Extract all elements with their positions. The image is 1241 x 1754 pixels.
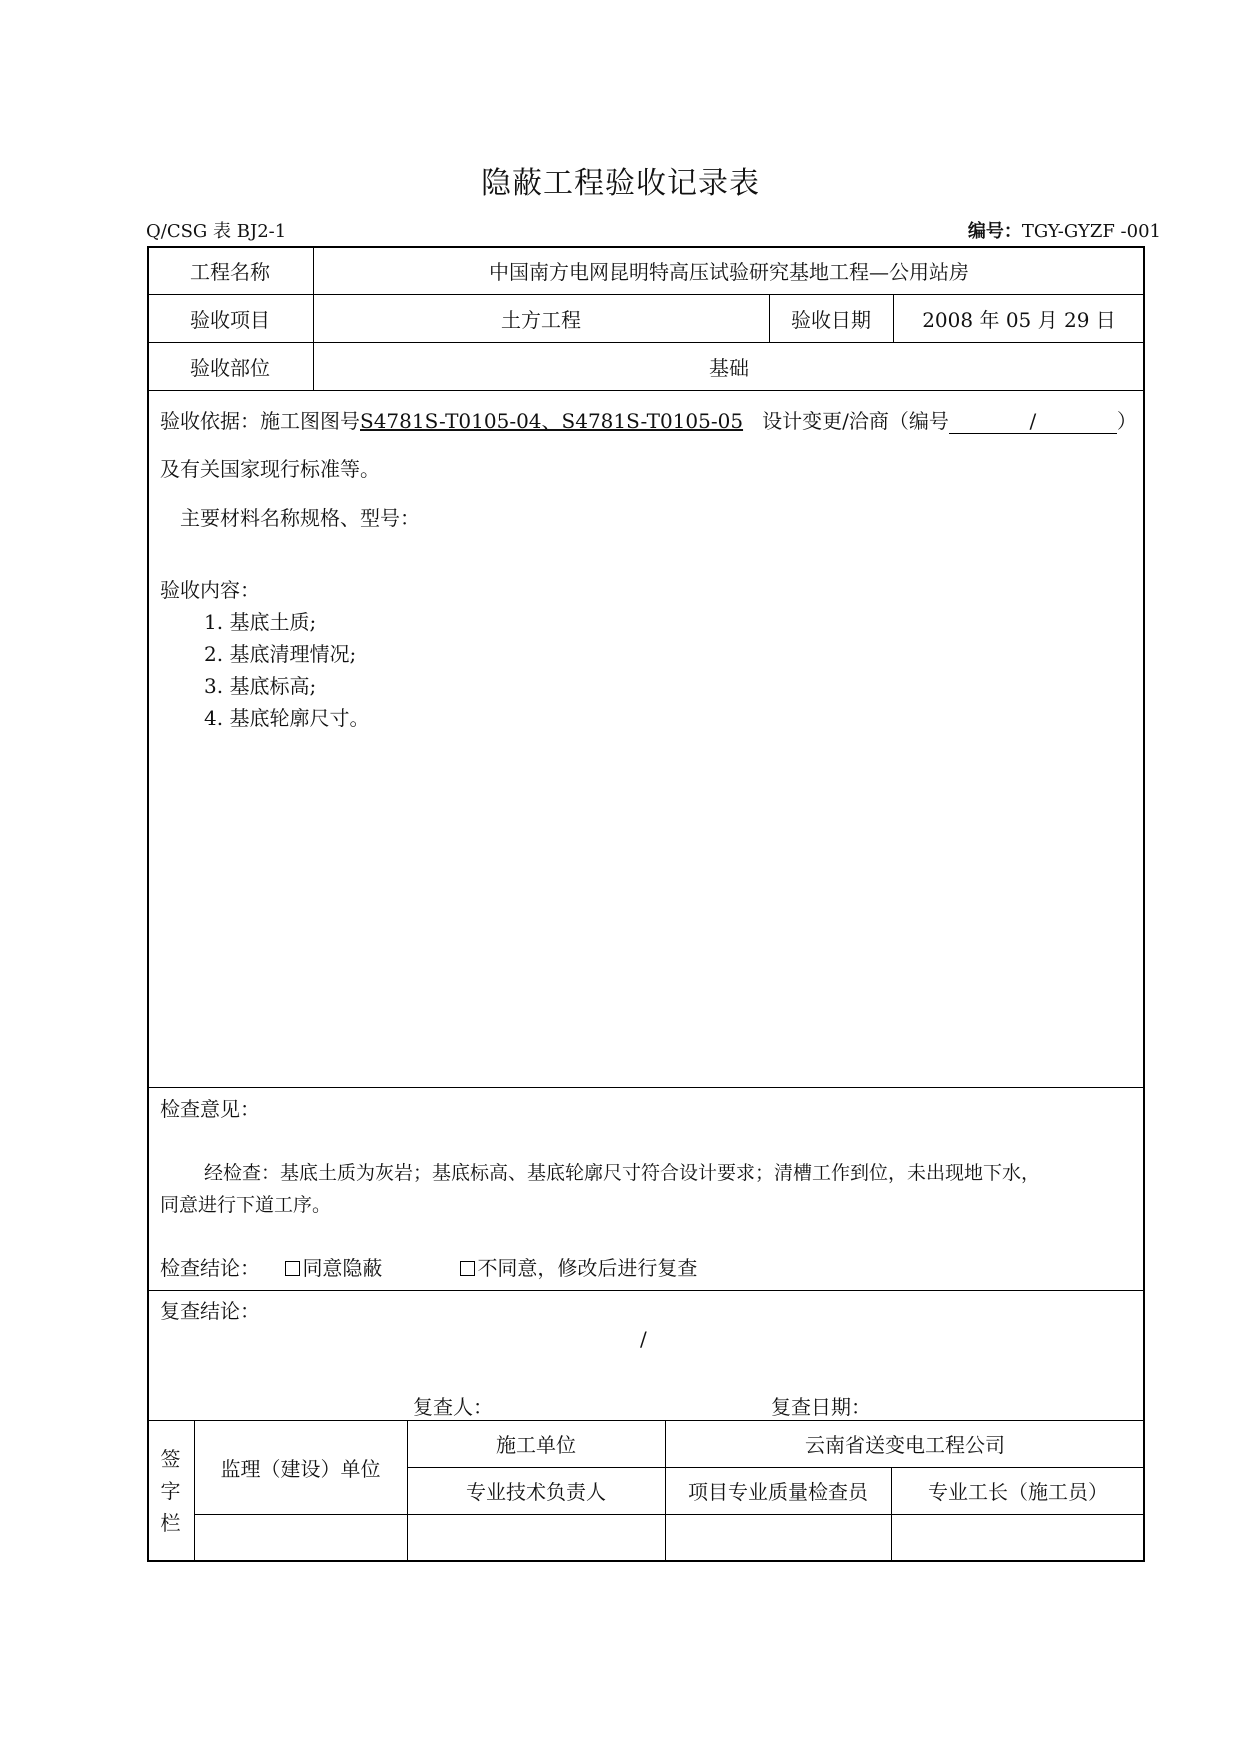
review-label: 复查结论： — [160, 1299, 260, 1323]
number-value: TGY-GYZF -001 — [1021, 221, 1161, 242]
signature-column-label — [147, 1420, 194, 1562]
date-label: 验收日期 — [791, 307, 871, 332]
item-value: 土方工程 — [501, 307, 581, 332]
row-divider — [147, 390, 1145, 391]
signature-char: 签 — [160, 1447, 181, 1471]
inspection-label: 检查意见： — [160, 1097, 260, 1121]
document-number — [968, 217, 1161, 243]
page-title: 隐蔽工程验收记录表 — [481, 166, 760, 201]
tech-lead-label: 专业技术负责人 — [466, 1480, 606, 1504]
review-value: / — [640, 1327, 647, 1351]
foreman-signature-cell[interactable] — [891, 1514, 1145, 1562]
signature-char: 字 — [160, 1479, 181, 1503]
disagree-option: 不同意，修改后进行复查 — [477, 1256, 698, 1280]
reviewer-label: 复查人： — [413, 1395, 493, 1419]
record-table — [147, 246, 1145, 1562]
number-label: 编号： — [967, 221, 1022, 242]
quality-inspector-label: 项目专业质量检查员 — [688, 1480, 868, 1504]
content-item: 4. 基底轮廓尺寸。 — [204, 706, 370, 730]
agree-checkbox[interactable] — [285, 1261, 300, 1276]
signature-char: 栏 — [160, 1511, 181, 1535]
content-item: 1. 基底土质; — [204, 610, 317, 634]
drawing-numbers: S4781S-T0105-04、S4781S-T0105-05 — [360, 409, 744, 433]
construction-unit-value: 云南省送变电工程公司 — [805, 1433, 1005, 1457]
part-value: 基础 — [709, 355, 749, 380]
supervision-signature-cell[interactable] — [194, 1514, 407, 1562]
materials-label: 主要材料名称规格、型号： — [180, 506, 420, 530]
content-item: 2. 基底清理情况; — [204, 642, 357, 666]
basis-standards: 及有关国家现行标准等。 — [160, 457, 380, 481]
content-label: 验收内容： — [160, 578, 260, 602]
row-divider — [147, 1290, 1145, 1291]
content-item: 3. 基底标高; — [204, 674, 317, 698]
item-label: 验收项目 — [190, 307, 270, 332]
disagree-checkbox[interactable] — [460, 1261, 475, 1276]
project-name-label: 工程名称 — [190, 259, 270, 284]
tech-lead-signature-cell[interactable] — [407, 1514, 665, 1562]
part-label: 验收部位 — [190, 355, 270, 380]
project-name-value: 中国南方电网昆明特高压试验研究基地工程—公用站房 — [489, 259, 969, 284]
agree-option: 同意隐蔽 — [302, 1256, 383, 1280]
inspection-text: 经检查：基底土质为灰岩；基底标高、基底轮廓尺寸符合设计要求；清槽工作到位，未出现地下水， — [204, 1162, 1041, 1184]
row-divider — [147, 1087, 1145, 1088]
inspection-text: 同意进行下道工序。 — [160, 1194, 332, 1216]
form-code: Q/CSG 表 BJ2-1 — [146, 221, 287, 242]
inspection-conclusion — [160, 1252, 697, 1281]
review-date-label: 复查日期： — [771, 1395, 871, 1419]
foreman-label: 专业工长（施工员） — [928, 1480, 1108, 1504]
change-number: / — [949, 409, 1117, 434]
change-label: 设计变更/洽商（编号 — [762, 409, 949, 433]
quality-inspector-signature-cell[interactable] — [665, 1514, 891, 1562]
construction-unit-label: 施工单位 — [496, 1433, 576, 1457]
basis-line — [160, 405, 1137, 434]
date-value: 2008 年 05 月 29 日 — [922, 307, 1116, 332]
basis-prefix: 验收依据：施工图图号 — [160, 409, 360, 433]
change-suffix: ） — [1116, 409, 1137, 433]
supervision-unit-label: 监理（建设）单位 — [220, 1456, 381, 1481]
conclusion-label: 检查结论： — [160, 1256, 260, 1280]
